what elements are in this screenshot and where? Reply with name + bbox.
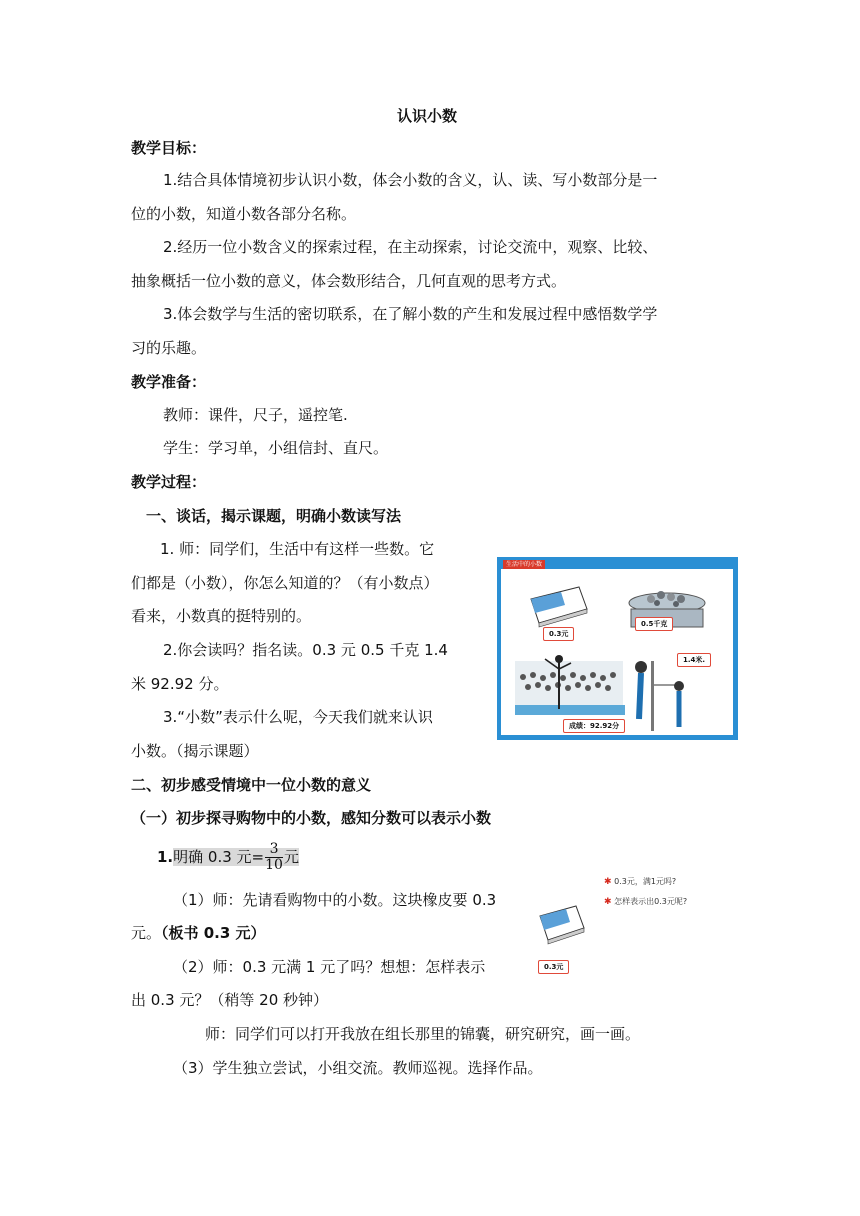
goal-2-line-2: 抽象概括一位小数的意义，体会数形结合，几何直观的思考方式。 bbox=[131, 272, 567, 290]
section-1-heading: 一、谈话，揭示课题，明确小数读写法 bbox=[146, 507, 402, 525]
item-1-text: 明确 0.3 元= bbox=[173, 848, 265, 866]
question-1-text: 0.3元，满1元吗? bbox=[614, 877, 677, 886]
side-question-2 bbox=[604, 892, 687, 912]
life-decimals-figure bbox=[497, 557, 738, 740]
heading-goals: 教学目标： bbox=[131, 139, 207, 157]
question-2-text: 怎样表示出0.3元呢? bbox=[614, 897, 688, 906]
side-eraser-price: 0.3元 bbox=[538, 960, 569, 974]
label-scale-weight: 0.5千克 bbox=[635, 617, 673, 631]
para-1-line-1: （1）师：先请看购物中的小数。这块橡皮要 0.3 bbox=[173, 891, 497, 909]
para-2-line-3: 师：同学们可以打开我放在组长那里的锦囊，研究研究，画一画。 bbox=[205, 1025, 641, 1043]
side-eraser-icon bbox=[536, 902, 596, 950]
goal-1-line-2: 位的小数，知道小数各部分名称。 bbox=[131, 205, 357, 223]
heading-process: 教学过程： bbox=[131, 473, 207, 491]
star-icon: ✱ bbox=[604, 877, 612, 887]
fraction-3-10 bbox=[265, 842, 283, 873]
height-measure-illustration bbox=[635, 661, 684, 731]
goal-3-line-2: 习的乐趣。 bbox=[131, 339, 207, 357]
label-eraser-price: 0.3元 bbox=[543, 627, 574, 641]
para-1-text: 元。 bbox=[131, 924, 162, 942]
subsection-1-heading: （一）初步探寻购物中的小数，感知分数可以表示小数 bbox=[131, 809, 492, 827]
board-note: （板书 0.3 元） bbox=[161, 924, 266, 942]
s1-para-1-line-2: 们都是（小数），你怎么知道的？（有小数点） bbox=[131, 574, 439, 592]
side-questions bbox=[604, 872, 687, 912]
item-1-line bbox=[157, 840, 299, 874]
prep-student: 学生：学习单，小组信封、直尺。 bbox=[163, 439, 389, 457]
page-title: 认识小数 bbox=[397, 107, 458, 125]
s1-para-2-line-2: 米 92.92 分。 bbox=[131, 675, 229, 693]
fraction-numerator: 3 bbox=[265, 842, 283, 858]
s1-para-1-line-1: 1. 师：同学们，生活中有这样一些数。它 bbox=[160, 540, 435, 558]
goal-2-line-1: 2.经历一位小数含义的探索过程，在主动探索，讨论交流中，观察、比较、 bbox=[163, 238, 658, 256]
s1-para-1-line-3: 看来，小数真的挺特别的。 bbox=[131, 607, 312, 625]
figure-tab: 生活中的小数 bbox=[503, 560, 545, 569]
para-1-line-2 bbox=[131, 923, 266, 943]
figure-canvas bbox=[501, 569, 733, 735]
heading-prep: 教学准备： bbox=[131, 373, 207, 391]
para-3-line-1: （3）学生独立尝试，小组交流。教师巡视。选择作品。 bbox=[173, 1059, 543, 1077]
gymnast-illustration bbox=[515, 655, 625, 715]
s1-para-2-line-1: 2.你会读吗？指名读。0.3 元 0.5 千克 1.4 bbox=[163, 641, 448, 659]
item-1-number: 1. bbox=[157, 848, 174, 866]
label-score: 成绩：92.92分 bbox=[563, 719, 625, 733]
label-height: 1.4米. bbox=[677, 653, 711, 667]
para-2-line-1: （2）师：0.3 元满 1 元了吗？想想：怎样表示 bbox=[173, 958, 486, 976]
goal-3-line-1: 3.体会数学与生活的密切联系，在了解小数的产生和发展过程中感悟数学学 bbox=[163, 305, 658, 323]
side-question-1 bbox=[604, 872, 687, 892]
para-2-line-2: 出 0.3 元？（稍等 20 秒钟） bbox=[131, 991, 329, 1009]
goal-1-line-1: 1.结合具体情境初步认识小数，体会小数的含义，认、读、写小数部分是一 bbox=[163, 171, 658, 189]
star-icon: ✱ bbox=[604, 897, 612, 907]
prep-teacher: 教师：课件，尺子，遥控笔. bbox=[163, 406, 348, 424]
figure-illustrations bbox=[501, 569, 733, 735]
eraser-illustration bbox=[531, 587, 587, 627]
item-1-highlight bbox=[173, 841, 299, 873]
section-2-heading: 二、初步感受情境中一位小数的意义 bbox=[131, 776, 372, 794]
item-1-unit: 元 bbox=[283, 848, 299, 866]
s1-para-3-line-2: 小数。（揭示课题） bbox=[131, 742, 259, 760]
s1-para-3-line-1: 3.“小数”表示什么呢，今天我们就来认识 bbox=[163, 708, 433, 726]
fraction-denominator: 10 bbox=[265, 857, 283, 873]
